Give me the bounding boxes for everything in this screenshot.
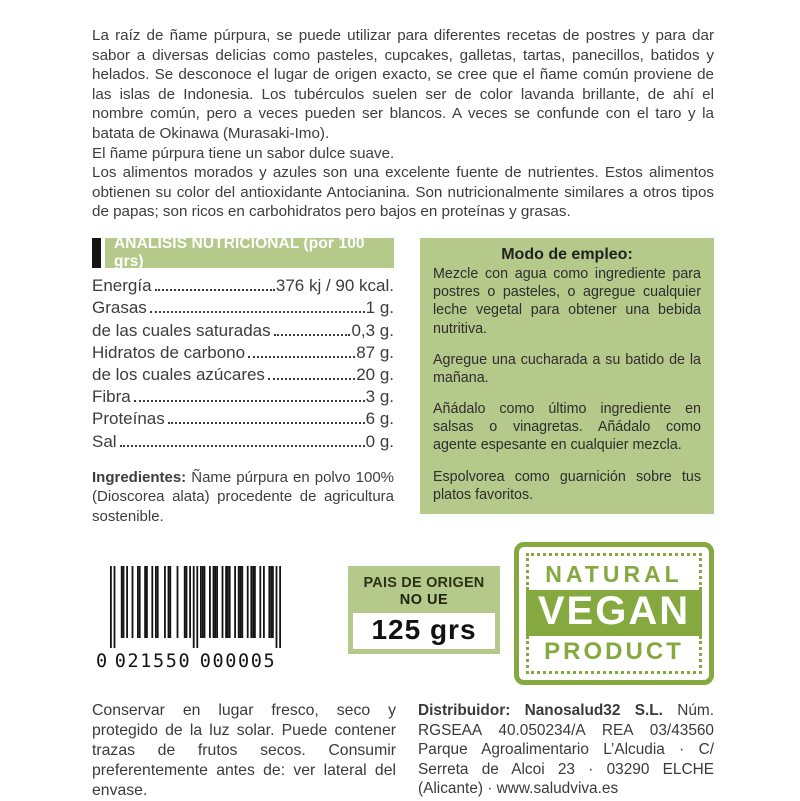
intro-paragraph: La raíz de ñame púrpura, se puede utilizar para diferentes recetas de postres y para dar sabor a diversas delicias como pasteles, cupcakes, galletas, tartas, panecillos, batidos y helados. Se desconoce el lugar de origen exacto, se cree que el ñame común proviene de las islas de Indonesia. Los tubérculos suelen ser de color lavanda brillante, de ahí el nombre común, pero a veces pueden ser blancos. A veces se confunde con el taro y la batata de Okinawa (Murasaki-Imo). [92, 27, 714, 143]
nutrition-header [92, 235, 394, 271]
svg-text:000005: 000005 [199, 651, 277, 671]
nutrient-value: 1 g. [365, 298, 394, 318]
nutrient-label: Fibra [92, 387, 131, 407]
origin-country-value: NO UE [399, 592, 449, 609]
ingredients-value: Ñame púrpura en polvo 100% (Dioscorea alata) procedente de agricultura sostenible. [92, 468, 395, 525]
net-weight: 125 grs [371, 614, 477, 646]
nutrition-row [92, 342, 394, 364]
nutrient-value: 3 g. [365, 387, 394, 407]
nutrient-label: Sal [92, 431, 117, 451]
net-weight-box [353, 613, 495, 649]
nutrition-row [92, 320, 394, 342]
usage-box [420, 238, 714, 514]
intro-paragraph: El ñame púrpura tiene un sabor dulce suave. [92, 144, 395, 162]
nutrient-label: Proteínas [92, 409, 165, 429]
nutrient-value: 0 g. [365, 431, 394, 451]
nutrient-value: 0,3 g. [351, 320, 394, 340]
nutrient-label: Energía [92, 276, 152, 296]
usage-paragraph: Añádalo como último ingrediente en salsas o vinagretas. Añádalo como agente espesante en cualquier mezcla. [433, 401, 701, 454]
nutrient-value: 87 g. [356, 342, 394, 362]
nutrition-row [92, 431, 394, 453]
nutrient-value: 20 g. [356, 364, 394, 384]
distributor-details: Núm. RGSEAA 40.050234/A REA 03/43560 Parque Agroalimentario L’Alcudia · C/ Serreta de Alcoi 23 · 03290 ELCHE (Alicante) · www.saludviva.es [418, 702, 714, 798]
nutrient-value: 376 kj / 90 kcal. [275, 276, 394, 296]
nutrition-row [92, 297, 394, 319]
bottom-row [92, 701, 714, 801]
usage-paragraph: Mezcle con agua como ingrediente para postres o pasteles, o agregue cualquier leche vegetal para obtener una bebida nutritiva. [433, 266, 701, 337]
nutrient-label: de las cuales saturadas [92, 320, 271, 340]
nutrient-label: de los cuales azúcares [92, 364, 265, 384]
distributor-text [418, 701, 714, 799]
svg-text:021550: 021550 [114, 651, 192, 671]
badges-row [92, 542, 714, 685]
origin-badge [348, 566, 500, 654]
ingredients-label: Ingredientes: [92, 468, 187, 486]
dot-leader [150, 311, 365, 313]
nutrition-row [92, 386, 394, 408]
storage-text: Conservar en lugar fresco, seco y protegido de la luz solar. Puede contener trazas de frutos secos. Consumir preferentemente antes de: ver lateral del envase. [92, 702, 396, 800]
barcode [96, 566, 298, 675]
header-accent-bar [92, 238, 101, 268]
left-column [92, 235, 395, 526]
nutrient-value: 6 g. [365, 409, 394, 429]
dot-leader [168, 422, 365, 424]
nutrition-rows [92, 275, 394, 453]
intro-text [92, 26, 714, 222]
svg-text:0: 0 [96, 651, 108, 671]
origin-country-label: PAIS DE ORIGEN [363, 575, 485, 592]
dot-leader [274, 334, 351, 336]
dot-leader [155, 289, 275, 291]
nutrition-header-title: ANÁLISIS NUTRICIONAL (por 100 grs) [105, 238, 394, 268]
dot-leader [134, 400, 365, 402]
nutrient-label: Grasas [92, 298, 147, 318]
usage-paragraph: Espolvorea como guarnición sobre tus platos favoritos. [433, 468, 701, 503]
distributor-name: Distribuidor: Nanosalud32 S.L. [418, 702, 663, 720]
middle-section [92, 235, 714, 526]
intro-paragraph: Los alimentos morados y azules son una excelente fuente de nutrientes. Estos alimentos obtienen su color del antioxidante Antocianina. Son nutricionalmente similares a otros tipos de papas; son ricos en carbohidratos pero bajos en proteínas y grasas. [92, 164, 714, 221]
dot-leader [120, 445, 365, 447]
usage-title: Modo de empleo: [501, 246, 633, 264]
usage-paragraph: Agregue una cucharada a su batido de la mañana. [433, 351, 701, 386]
stamp-vegan-text: VEGAN [526, 590, 702, 636]
stamp-product-text: PRODUCT [526, 636, 702, 674]
nutrient-label: Hidratos de carbono [92, 342, 246, 362]
dot-leader [248, 356, 355, 358]
usage-paragraphs [433, 265, 701, 504]
dot-leader [268, 378, 355, 380]
nutrition-row [92, 364, 394, 386]
vegan-stamp [514, 542, 714, 685]
stamp-natural-text: NATURAL [526, 553, 702, 590]
ingredients-text [92, 468, 394, 527]
nutrition-row [92, 275, 394, 297]
nutrition-row [92, 408, 394, 430]
